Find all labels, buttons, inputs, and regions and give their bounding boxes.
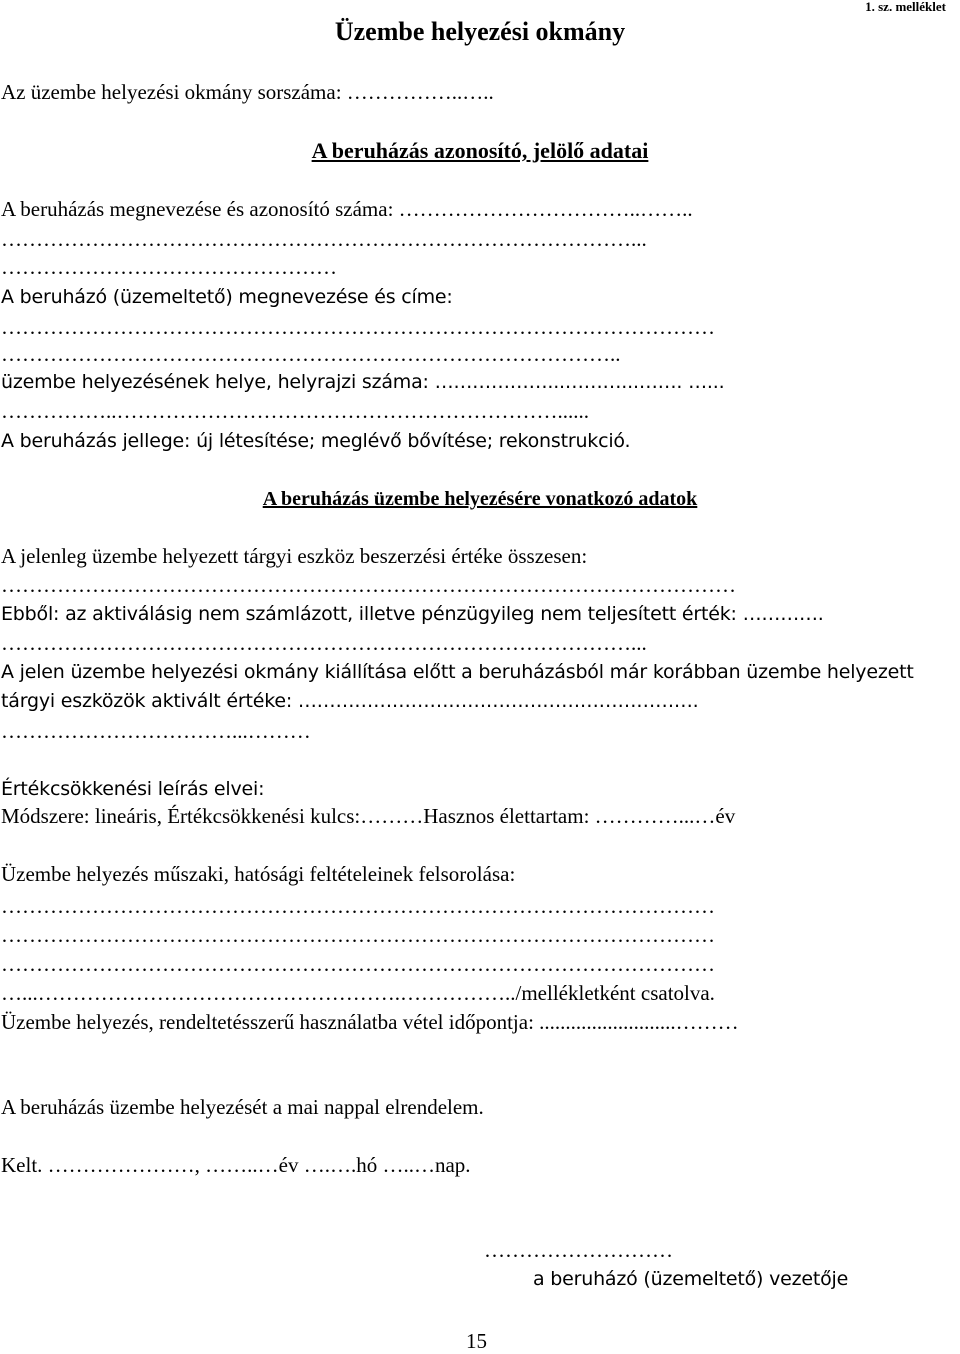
- order-statement: A beruházás üzembe helyezését a mai nappal elrendelem.: [1, 1095, 484, 1119]
- commissioning-date-line: Üzembe helyezés, rendeltetésszerű használatba vétel időpontja: ..........................………: [1, 1010, 739, 1034]
- dotted-fill-line: …………………………………………: [1, 255, 337, 279]
- previous-assets-line: A jelen üzembe helyezési okmány kiállítása előtt a beruházásból már korábban üzembe helyezett: [1, 661, 914, 683]
- project-type-line: A beruházás jellege: új létesítése; meglévő bővítése; rekonstrukció.: [1, 430, 631, 452]
- location-line: üzembe helyezésének helye, helyrajzi száma: ………………...………...……. …...: [1, 371, 725, 393]
- annex-label: 1. sz. melléklet: [865, 0, 946, 14]
- date-line: Kelt. …………………, ……..…év ….….hó …..…nap.: [1, 1153, 471, 1177]
- dotted-fill-line: ……………..………………………………………………………......: [1, 399, 589, 423]
- dotted-fill-line: …………………………………………………………………………………………: [1, 894, 715, 918]
- depreciation-method-line: Módszere: lineáris, Értékcsökkenési kulcs:………Hasznos élettartam: …………...…év: [1, 804, 736, 828]
- dotted-fill-line: …………………………………………………………………………………………: [1, 923, 715, 947]
- acquisition-value-line: A jelenleg üzembe helyezett tárgyi eszköz beszerzési értéke összesen:: [1, 544, 588, 568]
- previous-assets-line-2: tárgyi eszközök aktivált értéke: ……………………………………………………….: [1, 690, 699, 712]
- dotted-fill-line: ………………………………………………………………………………...: [1, 227, 647, 251]
- section-heading-identification: A beruházás azonosító, jelölő adatai: [311, 138, 649, 163]
- dotted-fill-line: …………………………………………………………………………………………: [1, 315, 715, 339]
- dotted-fill-line: ……………………………………………………………………………..: [1, 342, 621, 366]
- page-number: 15: [466, 1329, 487, 1353]
- signatory-title: a beruházó (üzemeltető) vezetője: [533, 1268, 849, 1290]
- project-name-line: A beruházás megnevezése és azonosító száma: ……………………………..……..: [1, 197, 693, 221]
- attachment-line: …...…………………………………………….……………../mellékletként csatolva.: [1, 981, 715, 1005]
- dotted-fill-line: ………………………………………………………………………………...: [1, 631, 647, 655]
- section-heading-commissioning: A beruházás üzembe helyezésére vonatkozó adatok: [262, 488, 698, 510]
- technical-conditions-line: Üzembe helyezés műszaki, hatósági feltételeinek felsorolása:: [1, 862, 516, 886]
- document-title: Üzembe helyezési okmány: [334, 17, 626, 46]
- dotted-fill-line: …………………………………………………………………………………………: [1, 952, 715, 976]
- signature-dotted-line: ………………………: [484, 1238, 673, 1262]
- investor-name-line: A beruházó (üzemeltető) megnevezése és címe:: [1, 286, 453, 308]
- dotted-fill-line: ……………………………………………………………………………………………: [1, 573, 736, 597]
- serial-number-line: Az üzembe helyezési okmány sorszáma: ……………..…..: [1, 80, 494, 104]
- unbilled-value-line: Ebből: az aktiválásig nem számlázott, illetve pénzügyileg nem teljesített érték: ………….: [1, 603, 824, 625]
- depreciation-heading: Értékcsökkenési leírás elvei:: [1, 778, 265, 800]
- dotted-fill-line: ……………………………...………: [1, 719, 311, 743]
